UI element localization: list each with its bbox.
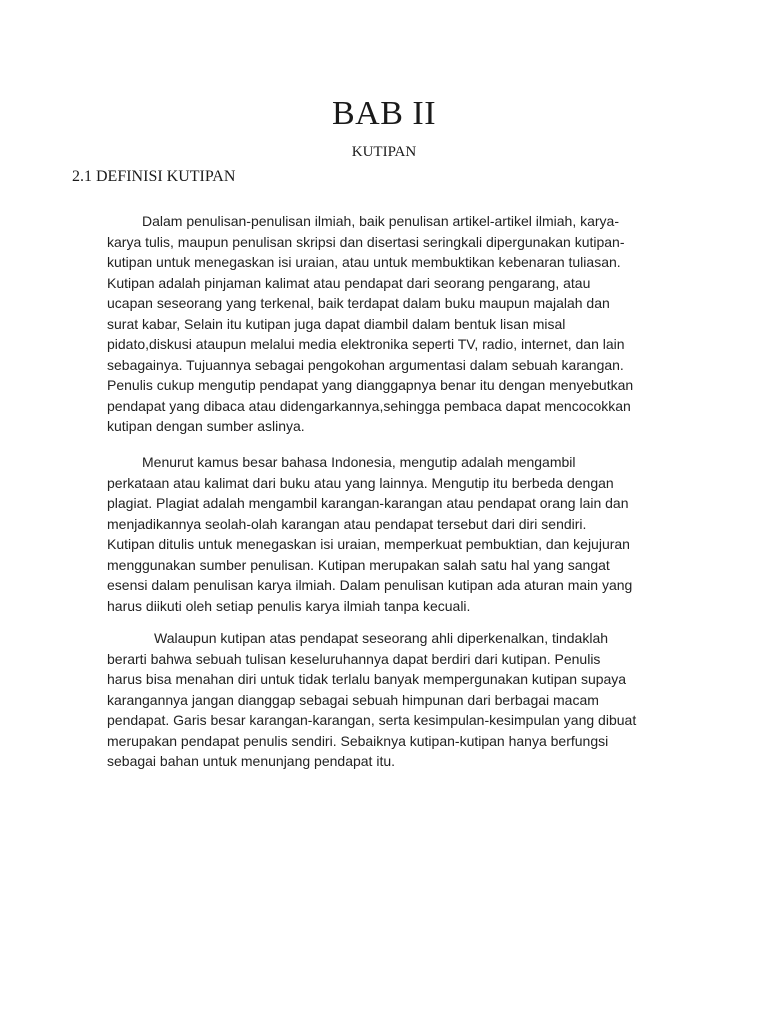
paragraph-3: [107, 628, 677, 772]
paragraph-line: ucapan seseorang yang terkenal, baik terdapat dalam buku maupun majalah dan: [107, 295, 610, 311]
paragraph-line: plagiat. Plagiat adalah mengambil karangan-karangan atau pendapat orang lain dan: [107, 495, 629, 511]
paragraph-1: [107, 211, 677, 437]
paragraph-line: Menurut kamus besar bahasa Indonesia, mengutip adalah mengambil: [142, 454, 576, 470]
chapter-subtitle: KUTIPAN: [351, 144, 417, 160]
paragraph-line: karya tulis, maupun penulisan skripsi dan disertasi seringkali dipergunakan kutipan-: [107, 233, 625, 250]
section-heading: 2.1 DEFINISI KUTIPAN: [72, 168, 236, 185]
paragraph-line: menggunakan sumber penulisan. Kutipan merupakan salah satu hal yang sangat: [107, 556, 610, 573]
paragraph-line: menjadikannya seolah-olah karangan atau pendapat tersebut dari diri sendiri.: [107, 515, 587, 532]
chapter-title: BAB II: [331, 95, 437, 132]
paragraph-line: Kutipan ditulis untuk menegaskan isi uraian, memperkuat pembuktian, dan kejujuran: [107, 536, 630, 552]
paragraph-line: kutipan dengan sumber aslinya.: [107, 418, 305, 434]
paragraph-line: merupakan pendapat penulis sendiri. Sebaiknya kutipan-kutipan hanya berfungsi: [107, 732, 609, 749]
paragraph-line: Dalam penulisan-penulisan ilmiah, baik penulisan artikel-artikel ilmiah, karya-: [142, 213, 619, 229]
paragraph-line: esensi dalam penulisan karya ilmiah. Dalam penulisan kutipan ada aturan main yang: [107, 577, 633, 593]
paragraph-line: Penulis cukup mengutip pendapat yang dianggapnya benar itu dengan menyebutkan: [107, 377, 634, 393]
paragraph-2: [107, 452, 677, 616]
paragraph-line: karangannya jangan dianggap sebagai sebuah himpunan dari berbagai macam: [107, 691, 599, 708]
paragraph-line: pendapat yang dibaca atau didengarkannya,sehingga pembaca dapat mencocokkan: [107, 397, 631, 414]
paragraph-line: surat kabar, Selain itu kutipan juga dapat diambil dalam bentuk lisan misal: [107, 315, 566, 332]
paragraph-line: perkataan atau kalimat dari buku atau yang lainnya. Mengutip itu berbeda dengan: [107, 474, 614, 491]
paragraph-line: pidato,diskusi ataupun melalui media elektronika seperti TV, radio, internet, dan lain: [107, 336, 625, 352]
paragraph-line: sebagai bahan untuk menunjang pendapat itu.: [107, 753, 396, 769]
paragraph-line: Kutipan adalah pinjaman kalimat atau pendapat dari seorang pengarang, atau: [107, 274, 591, 291]
paragraph-line: Walaupun kutipan atas pendapat seseorang ahli diperkenalkan, tindaklah: [154, 630, 609, 646]
paragraph-line: harus diikuti oleh setiap penulis karya ilmiah tanpa kecuali.: [107, 597, 471, 614]
paragraph-line: berarti bahwa sebuah tulisan keseluruhannya dapat berdiri dari kutipan. Penulis: [107, 650, 601, 667]
paragraph-line: pendapat. Garis besar karangan-karangan, serta kesimpulan-kesimpulan yang dibuat: [107, 712, 637, 728]
paragraph-line: sebagainya. Tujuannya sebagai pengokohan argumentasi dalam sebuah karangan.: [107, 356, 624, 373]
paragraph-line: harus bisa menahan diri untuk tidak terlalu banyak mempergunakan kutipan supaya: [107, 671, 627, 687]
paragraph-line: kutipan untuk menegaskan isi uraian, atau untuk membuktikan kebenaran tuliasan.: [107, 254, 621, 270]
